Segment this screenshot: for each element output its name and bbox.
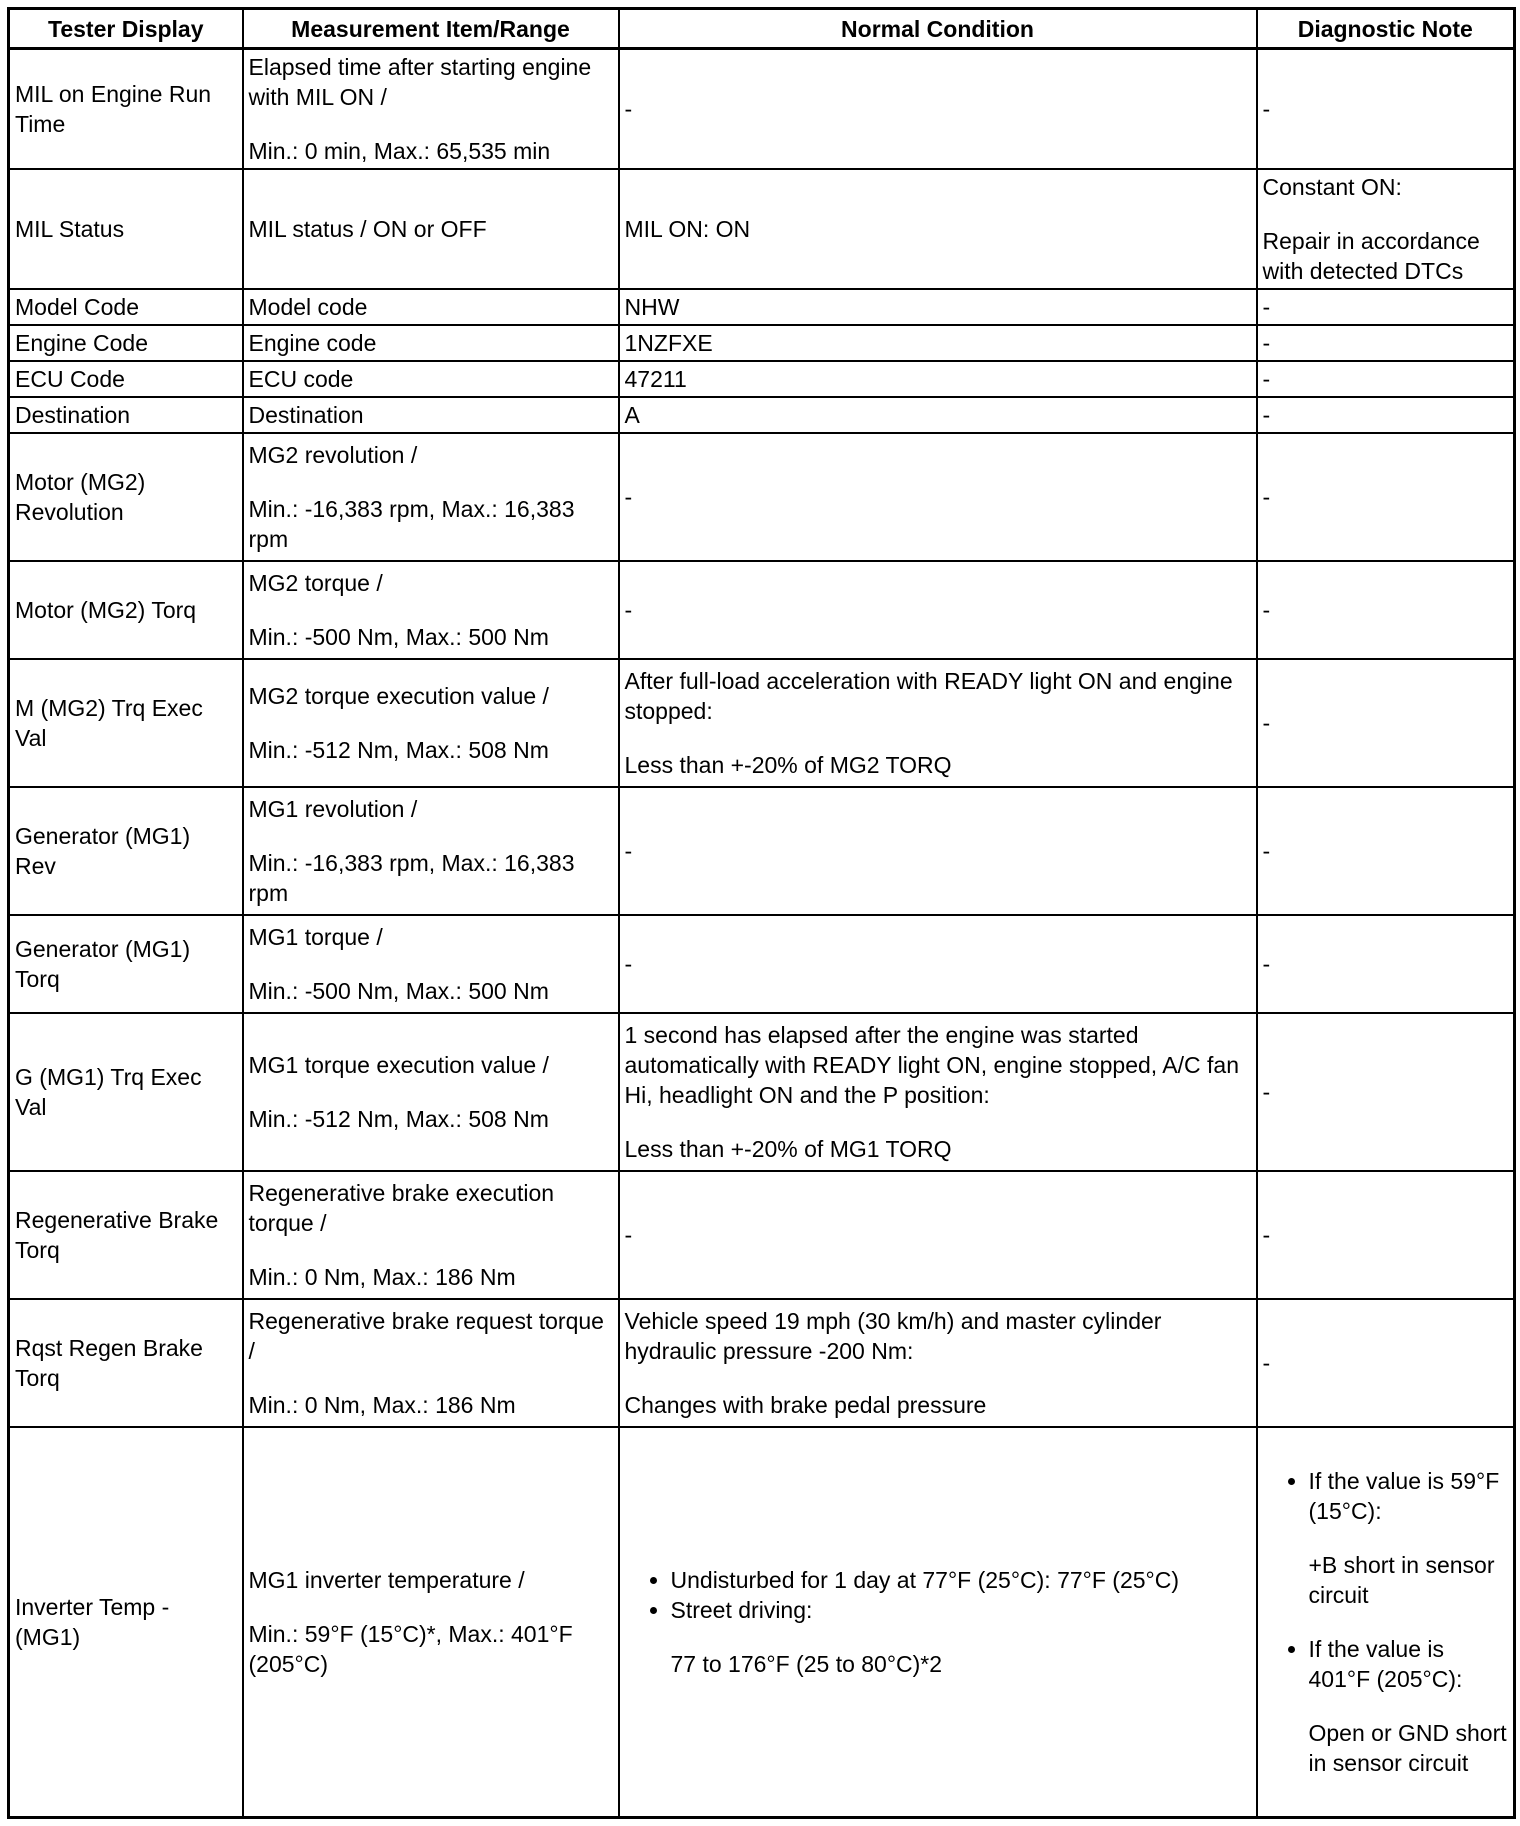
diagnostic-note-cell: -	[1257, 787, 1515, 915]
list-item: • If the value is 59°F (15°C): +B short in sensor circuit	[1309, 1466, 1509, 1610]
header-row	[9, 9, 1515, 49]
measurement-cell: Regenerative brake request torque / Min.: 0 Nm, Max.: 186 Nm	[243, 1299, 619, 1427]
diagnostic-note-cell: Constant ON: Repair in accordance with detected DTCs	[1257, 169, 1515, 289]
measurement-cell: MG2 torque execution value / Min.: -512 Nm, Max.: 508 Nm	[243, 659, 619, 787]
diagnostic-note-cell: -	[1257, 659, 1515, 787]
tester-display-cell: MIL Status	[9, 169, 243, 289]
normal-condition-cell: -	[619, 1171, 1257, 1299]
list-item: • Street driving: 77 to 176°F (25 to 80°C)*2	[671, 1595, 1251, 1679]
normal-condition-cell	[619, 1427, 1257, 1818]
tester-display-cell: Rqst Regen Brake Torq	[9, 1299, 243, 1427]
diagnostic-note-cell: -	[1257, 325, 1515, 361]
list-item: • If the value is 401°F (205°C): Open or GND short in sensor circuit	[1309, 1634, 1509, 1778]
table-row	[9, 1013, 1515, 1171]
normal-condition-cell: 1NZFXE	[619, 325, 1257, 361]
measurement-cell: MG1 revolution / Min.: -16,383 rpm, Max.: 16,383 rpm	[243, 787, 619, 915]
measurement-cell: MG1 torque execution value / Min.: -512 Nm, Max.: 508 Nm	[243, 1013, 619, 1171]
measurement-cell: Destination	[243, 397, 619, 433]
table-row	[9, 289, 1515, 325]
tester-display-cell: Regenerative Brake Torq	[9, 1171, 243, 1299]
measurement-cell: MG2 torque / Min.: -500 Nm, Max.: 500 Nm	[243, 561, 619, 659]
table-row	[9, 915, 1515, 1013]
measurement-cell: MG1 inverter temperature / Min.: 59°F (15°C)*, Max.: 401°F (205°C)	[243, 1427, 619, 1818]
tester-display-cell: Engine Code	[9, 325, 243, 361]
diagnostic-note-list	[1263, 1466, 1509, 1778]
normal-condition-cell: -	[619, 433, 1257, 561]
table-row	[9, 787, 1515, 915]
normal-condition-cell: Vehicle speed 19 mph (30 km/h) and master cylinder hydraulic pressure -200 Nm: Changes with brake pedal pressure	[619, 1299, 1257, 1427]
measurement-cell: Model code	[243, 289, 619, 325]
normal-condition-cell: -	[619, 49, 1257, 170]
tester-display-cell: Generator (MG1) Rev	[9, 787, 243, 915]
diagnostic-note-cell: -	[1257, 49, 1515, 170]
measurement-cell: ECU code	[243, 361, 619, 397]
header-diagnostic-note: Diagnostic Note	[1257, 9, 1515, 49]
diagnostic-note-cell: -	[1257, 289, 1515, 325]
diagnostic-note-cell: -	[1257, 915, 1515, 1013]
table-row	[9, 1171, 1515, 1299]
table-row	[9, 659, 1515, 787]
normal-condition-cell: NHW	[619, 289, 1257, 325]
header-measurement-item: Measurement Item/Range	[243, 9, 619, 49]
header-normal-condition: Normal Condition	[619, 9, 1257, 49]
header-tester-display: Tester Display	[9, 9, 243, 49]
tester-display-cell: M (MG2) Trq Exec Val	[9, 659, 243, 787]
tester-display-cell: Model Code	[9, 289, 243, 325]
diagnostic-note-cell: -	[1257, 433, 1515, 561]
data-list-table	[7, 7, 1516, 1819]
diagnostic-note-cell: -	[1257, 1299, 1515, 1427]
normal-condition-list	[625, 1565, 1251, 1679]
diagnostic-note-cell: -	[1257, 561, 1515, 659]
measurement-cell: Elapsed time after starting engine with MIL ON / Min.: 0 min, Max.: 65,535 min	[243, 49, 619, 170]
measurement-cell: MG2 revolution / Min.: -16,383 rpm, Max.: 16,383 rpm	[243, 433, 619, 561]
table-row	[9, 433, 1515, 561]
measurement-cell: Regenerative brake execution torque / Min.: 0 Nm, Max.: 186 Nm	[243, 1171, 619, 1299]
normal-condition-cell: MIL ON: ON	[619, 169, 1257, 289]
table-row	[9, 397, 1515, 433]
normal-condition-cell: -	[619, 561, 1257, 659]
table-row	[9, 561, 1515, 659]
normal-condition-cell: -	[619, 787, 1257, 915]
normal-condition-cell: 47211	[619, 361, 1257, 397]
diagnostic-note-cell: -	[1257, 1171, 1515, 1299]
tester-display-cell: Motor (MG2) Revolution	[9, 433, 243, 561]
list-item: • Undisturbed for 1 day at 77°F (25°C): 77°F (25°C)	[671, 1565, 1251, 1595]
normal-condition-cell: A	[619, 397, 1257, 433]
tester-display-cell: Generator (MG1) Torq	[9, 915, 243, 1013]
tester-display-cell: Motor (MG2) Torq	[9, 561, 243, 659]
measurement-cell: MIL status / ON or OFF	[243, 169, 619, 289]
tester-display-cell: Destination	[9, 397, 243, 433]
diagnostic-note-cell: -	[1257, 1013, 1515, 1171]
table-row	[9, 325, 1515, 361]
measurement-cell: Engine code	[243, 325, 619, 361]
diagnostic-note-cell: -	[1257, 361, 1515, 397]
table-row	[9, 49, 1515, 170]
tester-display-cell: Inverter Temp - (MG1)	[9, 1427, 243, 1818]
diagnostic-note-cell: -	[1257, 397, 1515, 433]
tester-display-cell: G (MG1) Trq Exec Val	[9, 1013, 243, 1171]
table-row	[9, 1299, 1515, 1427]
table-row	[9, 361, 1515, 397]
normal-condition-cell: 1 second has elapsed after the engine was started automatically with READY light ON, engine stopped, A/C fan Hi, headlight ON and the P position: Less than +-20% of MG1 TORQ	[619, 1013, 1257, 1171]
tester-display-cell: ECU Code	[9, 361, 243, 397]
normal-condition-cell: -	[619, 915, 1257, 1013]
table-row	[9, 169, 1515, 289]
diagnostic-note-cell	[1257, 1427, 1515, 1818]
tester-display-cell: MIL on Engine Run Time	[9, 49, 243, 170]
table-row	[9, 1427, 1515, 1818]
normal-condition-cell: After full-load acceleration with READY light ON and engine stopped: Less than +-20% of MG2 TORQ	[619, 659, 1257, 787]
measurement-cell: MG1 torque / Min.: -500 Nm, Max.: 500 Nm	[243, 915, 619, 1013]
